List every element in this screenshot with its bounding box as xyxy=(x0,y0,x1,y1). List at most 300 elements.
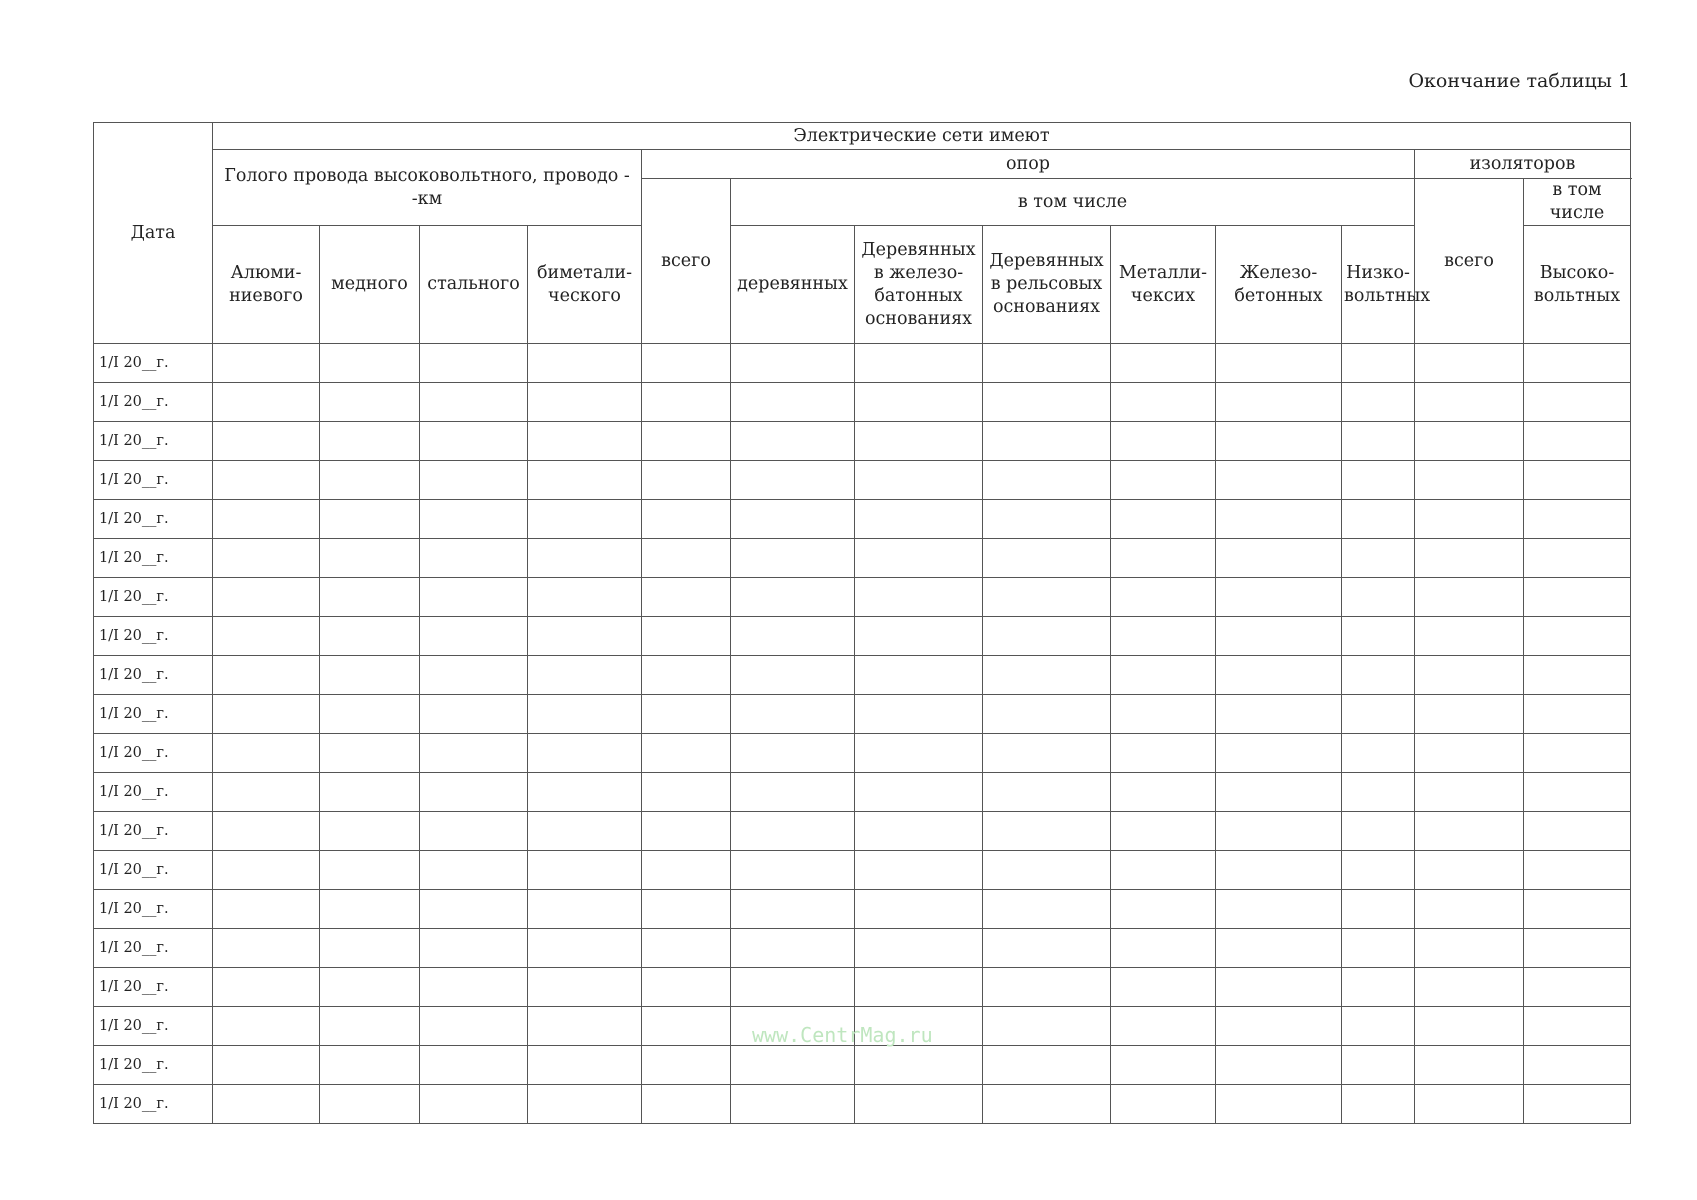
empty-cell xyxy=(855,851,983,890)
empty-cell xyxy=(528,1007,642,1046)
empty-cell xyxy=(855,578,983,617)
empty-cell xyxy=(1216,812,1342,851)
empty-cell xyxy=(1524,344,1631,383)
empty-cell xyxy=(1524,422,1631,461)
empty-cell xyxy=(320,344,420,383)
empty-cell xyxy=(1216,539,1342,578)
empty-cell xyxy=(320,773,420,812)
table-row xyxy=(94,734,1631,773)
empty-cell xyxy=(731,929,855,968)
table-row xyxy=(94,695,1631,734)
empty-cell xyxy=(1111,929,1216,968)
empty-cell xyxy=(1415,695,1524,734)
empty-cell xyxy=(1216,1007,1342,1046)
empty-cell xyxy=(1111,734,1216,773)
empty-cell xyxy=(528,383,642,422)
empty-cell xyxy=(528,578,642,617)
empty-cell xyxy=(320,734,420,773)
empty-cell xyxy=(420,539,528,578)
empty-cell xyxy=(642,734,731,773)
date-cell: 1/I 20__г. xyxy=(94,656,213,695)
header-supports-total: всего xyxy=(642,179,731,344)
empty-cell xyxy=(1415,1085,1524,1124)
empty-cell xyxy=(1111,539,1216,578)
empty-cell xyxy=(731,656,855,695)
empty-cell xyxy=(1415,422,1524,461)
empty-cell xyxy=(420,500,528,539)
date-cell: 1/I 20__г. xyxy=(94,461,213,500)
empty-cell xyxy=(983,461,1111,500)
header-wire-bimetal: биметали-ческого xyxy=(528,226,642,344)
empty-cell xyxy=(1216,773,1342,812)
empty-cell xyxy=(855,539,983,578)
empty-cell xyxy=(213,734,320,773)
header-insulators-low: Низко-вольтных xyxy=(1342,226,1415,344)
empty-cell xyxy=(1216,461,1342,500)
empty-cell xyxy=(855,383,983,422)
empty-cell xyxy=(213,929,320,968)
empty-cell xyxy=(642,461,731,500)
empty-cell xyxy=(528,656,642,695)
header-wire-copper: медного xyxy=(320,226,420,344)
empty-cell xyxy=(420,1046,528,1085)
table-row xyxy=(94,578,1631,617)
empty-cell xyxy=(731,734,855,773)
empty-cell xyxy=(528,851,642,890)
empty-cell xyxy=(420,578,528,617)
empty-cell xyxy=(983,812,1111,851)
empty-cell xyxy=(1524,1007,1631,1046)
header-insulators-including: в том числе xyxy=(1524,179,1631,226)
empty-cell xyxy=(1111,1085,1216,1124)
empty-cell xyxy=(420,812,528,851)
empty-cell xyxy=(320,461,420,500)
empty-cell xyxy=(1111,851,1216,890)
empty-cell xyxy=(1216,968,1342,1007)
empty-cell xyxy=(1111,968,1216,1007)
empty-cell xyxy=(528,773,642,812)
empty-cell xyxy=(528,968,642,1007)
empty-cell xyxy=(320,422,420,461)
empty-cell xyxy=(1524,695,1631,734)
empty-cell xyxy=(420,695,528,734)
empty-cell xyxy=(528,1046,642,1085)
empty-cell xyxy=(1342,734,1415,773)
empty-cell xyxy=(642,1085,731,1124)
empty-cell xyxy=(642,539,731,578)
empty-cell xyxy=(983,539,1111,578)
empty-cell xyxy=(1524,968,1631,1007)
empty-cell xyxy=(983,773,1111,812)
empty-cell xyxy=(983,695,1111,734)
empty-cell xyxy=(1111,422,1216,461)
empty-cell xyxy=(642,1007,731,1046)
empty-cell xyxy=(320,617,420,656)
header-insulators-total: всего xyxy=(1415,179,1524,344)
empty-cell xyxy=(528,890,642,929)
empty-cell xyxy=(642,617,731,656)
empty-cell xyxy=(642,968,731,1007)
empty-cell xyxy=(1415,1007,1524,1046)
table-row xyxy=(94,656,1631,695)
empty-cell xyxy=(320,383,420,422)
header-supports-rc: Железо-бетонных xyxy=(1216,226,1342,344)
empty-cell xyxy=(1415,968,1524,1007)
empty-cell xyxy=(642,851,731,890)
empty-cell xyxy=(1524,617,1631,656)
empty-cell xyxy=(1415,500,1524,539)
date-cell: 1/I 20__г. xyxy=(94,617,213,656)
empty-cell xyxy=(528,695,642,734)
empty-cell xyxy=(731,461,855,500)
empty-cell xyxy=(1415,461,1524,500)
empty-cell xyxy=(1415,617,1524,656)
empty-cell xyxy=(1524,812,1631,851)
empty-cell xyxy=(731,578,855,617)
empty-cell xyxy=(1415,851,1524,890)
empty-cell xyxy=(320,500,420,539)
empty-cell xyxy=(1415,890,1524,929)
table-caption: Окончание таблицы 1 xyxy=(1408,70,1630,92)
empty-cell xyxy=(213,851,320,890)
empty-cell xyxy=(213,461,320,500)
table-row xyxy=(94,929,1631,968)
empty-cell xyxy=(528,344,642,383)
empty-cell xyxy=(1342,929,1415,968)
empty-cell xyxy=(528,461,642,500)
empty-cell xyxy=(213,617,320,656)
empty-cell xyxy=(983,968,1111,1007)
empty-cell xyxy=(855,344,983,383)
empty-cell xyxy=(855,773,983,812)
empty-cell xyxy=(1524,656,1631,695)
date-cell: 1/I 20__г. xyxy=(94,890,213,929)
empty-cell xyxy=(1216,344,1342,383)
empty-cell xyxy=(420,929,528,968)
empty-cell xyxy=(1415,734,1524,773)
empty-cell xyxy=(642,695,731,734)
empty-cell xyxy=(1111,500,1216,539)
empty-cell xyxy=(528,812,642,851)
empty-cell xyxy=(213,812,320,851)
empty-cell xyxy=(420,1085,528,1124)
table-row xyxy=(94,500,1631,539)
empty-cell xyxy=(1342,812,1415,851)
empty-cell xyxy=(320,578,420,617)
date-cell: 1/I 20__г. xyxy=(94,695,213,734)
empty-cell xyxy=(1216,500,1342,539)
empty-cell xyxy=(855,656,983,695)
empty-cell xyxy=(1342,539,1415,578)
empty-cell xyxy=(320,929,420,968)
empty-cell xyxy=(420,656,528,695)
header-wire-aluminum: Алюми-ниевого xyxy=(213,226,320,344)
empty-cell xyxy=(855,812,983,851)
empty-cell xyxy=(731,851,855,890)
empty-cell xyxy=(731,344,855,383)
empty-cell xyxy=(1111,773,1216,812)
empty-cell xyxy=(213,695,320,734)
empty-cell xyxy=(1524,578,1631,617)
empty-cell xyxy=(528,734,642,773)
empty-cell xyxy=(855,1046,983,1085)
empty-cell xyxy=(731,695,855,734)
empty-cell xyxy=(983,383,1111,422)
date-cell: 1/I 20__г. xyxy=(94,734,213,773)
empty-cell xyxy=(320,656,420,695)
empty-cell xyxy=(983,422,1111,461)
empty-cell xyxy=(1111,461,1216,500)
empty-cell xyxy=(420,968,528,1007)
empty-cell xyxy=(320,695,420,734)
empty-cell xyxy=(642,890,731,929)
table-row xyxy=(94,383,1631,422)
empty-cell xyxy=(1216,890,1342,929)
empty-cell xyxy=(420,422,528,461)
empty-cell xyxy=(320,890,420,929)
empty-cell xyxy=(213,1046,320,1085)
empty-cell xyxy=(1524,929,1631,968)
empty-cell xyxy=(1111,695,1216,734)
empty-cell xyxy=(983,851,1111,890)
empty-cell xyxy=(855,461,983,500)
empty-cell xyxy=(731,773,855,812)
empty-cell xyxy=(320,1085,420,1124)
empty-cell xyxy=(983,578,1111,617)
header-date: Дата xyxy=(94,123,213,344)
empty-cell xyxy=(528,929,642,968)
empty-cell xyxy=(1415,656,1524,695)
empty-cell xyxy=(1342,461,1415,500)
empty-cell xyxy=(1342,578,1415,617)
empty-cell xyxy=(1216,656,1342,695)
empty-cell xyxy=(642,344,731,383)
empty-cell xyxy=(642,1046,731,1085)
empty-cell xyxy=(731,968,855,1007)
empty-cell xyxy=(1415,773,1524,812)
header-supports-wooden: деревянных xyxy=(731,226,855,344)
header-supports-wooden-rc: Деревянных в железо-батонных основаниях xyxy=(855,226,983,344)
table-row xyxy=(94,422,1631,461)
empty-cell xyxy=(1342,1007,1415,1046)
date-cell: 1/I 20__г. xyxy=(94,812,213,851)
empty-cell xyxy=(1216,617,1342,656)
empty-cell xyxy=(1111,1046,1216,1085)
empty-cell xyxy=(855,734,983,773)
empty-cell xyxy=(213,656,320,695)
empty-cell xyxy=(1216,851,1342,890)
table-row xyxy=(94,851,1631,890)
empty-cell xyxy=(420,383,528,422)
table-row xyxy=(94,773,1631,812)
date-cell: 1/I 20__г. xyxy=(94,1046,213,1085)
table-row xyxy=(94,1085,1631,1124)
empty-cell xyxy=(642,656,731,695)
empty-cell xyxy=(642,773,731,812)
header-insulators-group: изоляторов xyxy=(1415,150,1631,179)
empty-cell xyxy=(213,344,320,383)
empty-cell xyxy=(1111,890,1216,929)
empty-cell xyxy=(1524,539,1631,578)
empty-cell xyxy=(731,1046,855,1085)
table-row xyxy=(94,1046,1631,1085)
empty-cell xyxy=(213,968,320,1007)
empty-cell xyxy=(420,890,528,929)
empty-cell xyxy=(1524,890,1631,929)
empty-cell xyxy=(420,344,528,383)
header-supports-metal: Металли-чексих xyxy=(1111,226,1216,344)
header-wire-steel: стального xyxy=(420,226,528,344)
table-row xyxy=(94,968,1631,1007)
empty-cell xyxy=(983,500,1111,539)
empty-cell xyxy=(1342,695,1415,734)
empty-cell xyxy=(1216,695,1342,734)
empty-cell xyxy=(983,656,1111,695)
empty-cell xyxy=(855,929,983,968)
empty-cell xyxy=(1415,344,1524,383)
table-row xyxy=(94,539,1631,578)
empty-cell xyxy=(1216,422,1342,461)
empty-cell xyxy=(983,1007,1111,1046)
empty-cell xyxy=(1524,773,1631,812)
empty-cell xyxy=(1342,890,1415,929)
empty-cell xyxy=(983,617,1111,656)
empty-cell xyxy=(731,890,855,929)
empty-cell xyxy=(213,578,320,617)
empty-cell xyxy=(1342,617,1415,656)
empty-cell xyxy=(1415,812,1524,851)
date-cell: 1/I 20__г. xyxy=(94,929,213,968)
empty-cell xyxy=(1342,383,1415,422)
empty-cell xyxy=(855,890,983,929)
empty-cell xyxy=(855,617,983,656)
empty-cell xyxy=(983,344,1111,383)
empty-cell xyxy=(528,617,642,656)
empty-cell xyxy=(855,500,983,539)
empty-cell xyxy=(1342,656,1415,695)
empty-cell xyxy=(528,539,642,578)
empty-cell xyxy=(1111,578,1216,617)
empty-cell xyxy=(213,422,320,461)
empty-cell xyxy=(1415,929,1524,968)
empty-cell xyxy=(420,851,528,890)
empty-cell xyxy=(320,539,420,578)
empty-cell xyxy=(731,500,855,539)
header-bare-wire-group: Голого провода высоковольтного, проводо - -км xyxy=(213,150,642,226)
empty-cell xyxy=(855,1085,983,1124)
empty-cell xyxy=(731,1085,855,1124)
empty-cell xyxy=(1524,1085,1631,1124)
empty-cell xyxy=(1524,500,1631,539)
empty-cell xyxy=(1111,344,1216,383)
empty-cell xyxy=(1342,422,1415,461)
date-cell: 1/I 20__г. xyxy=(94,968,213,1007)
date-cell: 1/I 20__г. xyxy=(94,344,213,383)
header-supports-group: опор xyxy=(642,150,1415,179)
empty-cell xyxy=(1216,929,1342,968)
empty-cell xyxy=(1342,1085,1415,1124)
empty-cell xyxy=(320,1007,420,1046)
empty-cell xyxy=(1111,656,1216,695)
empty-cell xyxy=(855,968,983,1007)
empty-cell xyxy=(983,1046,1111,1085)
empty-cell xyxy=(528,500,642,539)
empty-cell xyxy=(528,422,642,461)
header-supports-wooden-rail: Деревянных в рельсовых основаниях xyxy=(983,226,1111,344)
empty-cell xyxy=(1415,539,1524,578)
header-insulators-high: Высоко-вольтных xyxy=(1524,226,1631,344)
empty-cell xyxy=(1415,383,1524,422)
date-cell: 1/I 20__г. xyxy=(94,773,213,812)
empty-cell xyxy=(1216,1046,1342,1085)
empty-cell xyxy=(1415,1046,1524,1085)
empty-cell xyxy=(1524,1046,1631,1085)
empty-cell xyxy=(983,929,1111,968)
empty-cell xyxy=(731,617,855,656)
table-row xyxy=(94,890,1631,929)
date-cell: 1/I 20__г. xyxy=(94,500,213,539)
empty-cell xyxy=(983,890,1111,929)
date-cell: 1/I 20__г. xyxy=(94,383,213,422)
empty-cell xyxy=(420,1007,528,1046)
empty-cell xyxy=(420,773,528,812)
empty-cell xyxy=(420,734,528,773)
empty-cell xyxy=(320,812,420,851)
empty-cell xyxy=(1111,383,1216,422)
empty-cell xyxy=(642,812,731,851)
empty-cell xyxy=(213,773,320,812)
empty-cell xyxy=(213,500,320,539)
table-row xyxy=(94,617,1631,656)
empty-cell xyxy=(642,422,731,461)
empty-cell xyxy=(1216,383,1342,422)
empty-cell xyxy=(1524,734,1631,773)
empty-cell xyxy=(642,383,731,422)
empty-cell xyxy=(855,695,983,734)
empty-cell xyxy=(213,1085,320,1124)
empty-cell xyxy=(1342,851,1415,890)
empty-cell xyxy=(1524,851,1631,890)
date-cell: 1/I 20__г. xyxy=(94,851,213,890)
empty-cell xyxy=(1342,344,1415,383)
empty-cell xyxy=(983,734,1111,773)
empty-cell xyxy=(855,422,983,461)
empty-cell xyxy=(983,1085,1111,1124)
empty-cell xyxy=(320,851,420,890)
date-cell: 1/I 20__г. xyxy=(94,1007,213,1046)
empty-cell xyxy=(1342,500,1415,539)
empty-cell xyxy=(213,1007,320,1046)
empty-cell xyxy=(320,1046,420,1085)
empty-cell xyxy=(213,539,320,578)
date-cell: 1/I 20__г. xyxy=(94,1085,213,1124)
empty-cell xyxy=(213,383,320,422)
empty-cell xyxy=(213,890,320,929)
empty-cell xyxy=(731,383,855,422)
empty-cell xyxy=(1342,968,1415,1007)
empty-cell xyxy=(1342,1046,1415,1085)
watermark: www.CentrMag.ru xyxy=(752,1023,933,1047)
empty-cell xyxy=(1216,578,1342,617)
empty-cell xyxy=(1111,1007,1216,1046)
empty-cell xyxy=(642,929,731,968)
empty-cell xyxy=(731,539,855,578)
empty-cell xyxy=(420,617,528,656)
empty-cell xyxy=(1216,1085,1342,1124)
table-row xyxy=(94,344,1631,383)
empty-cell xyxy=(1524,383,1631,422)
empty-cell xyxy=(420,461,528,500)
